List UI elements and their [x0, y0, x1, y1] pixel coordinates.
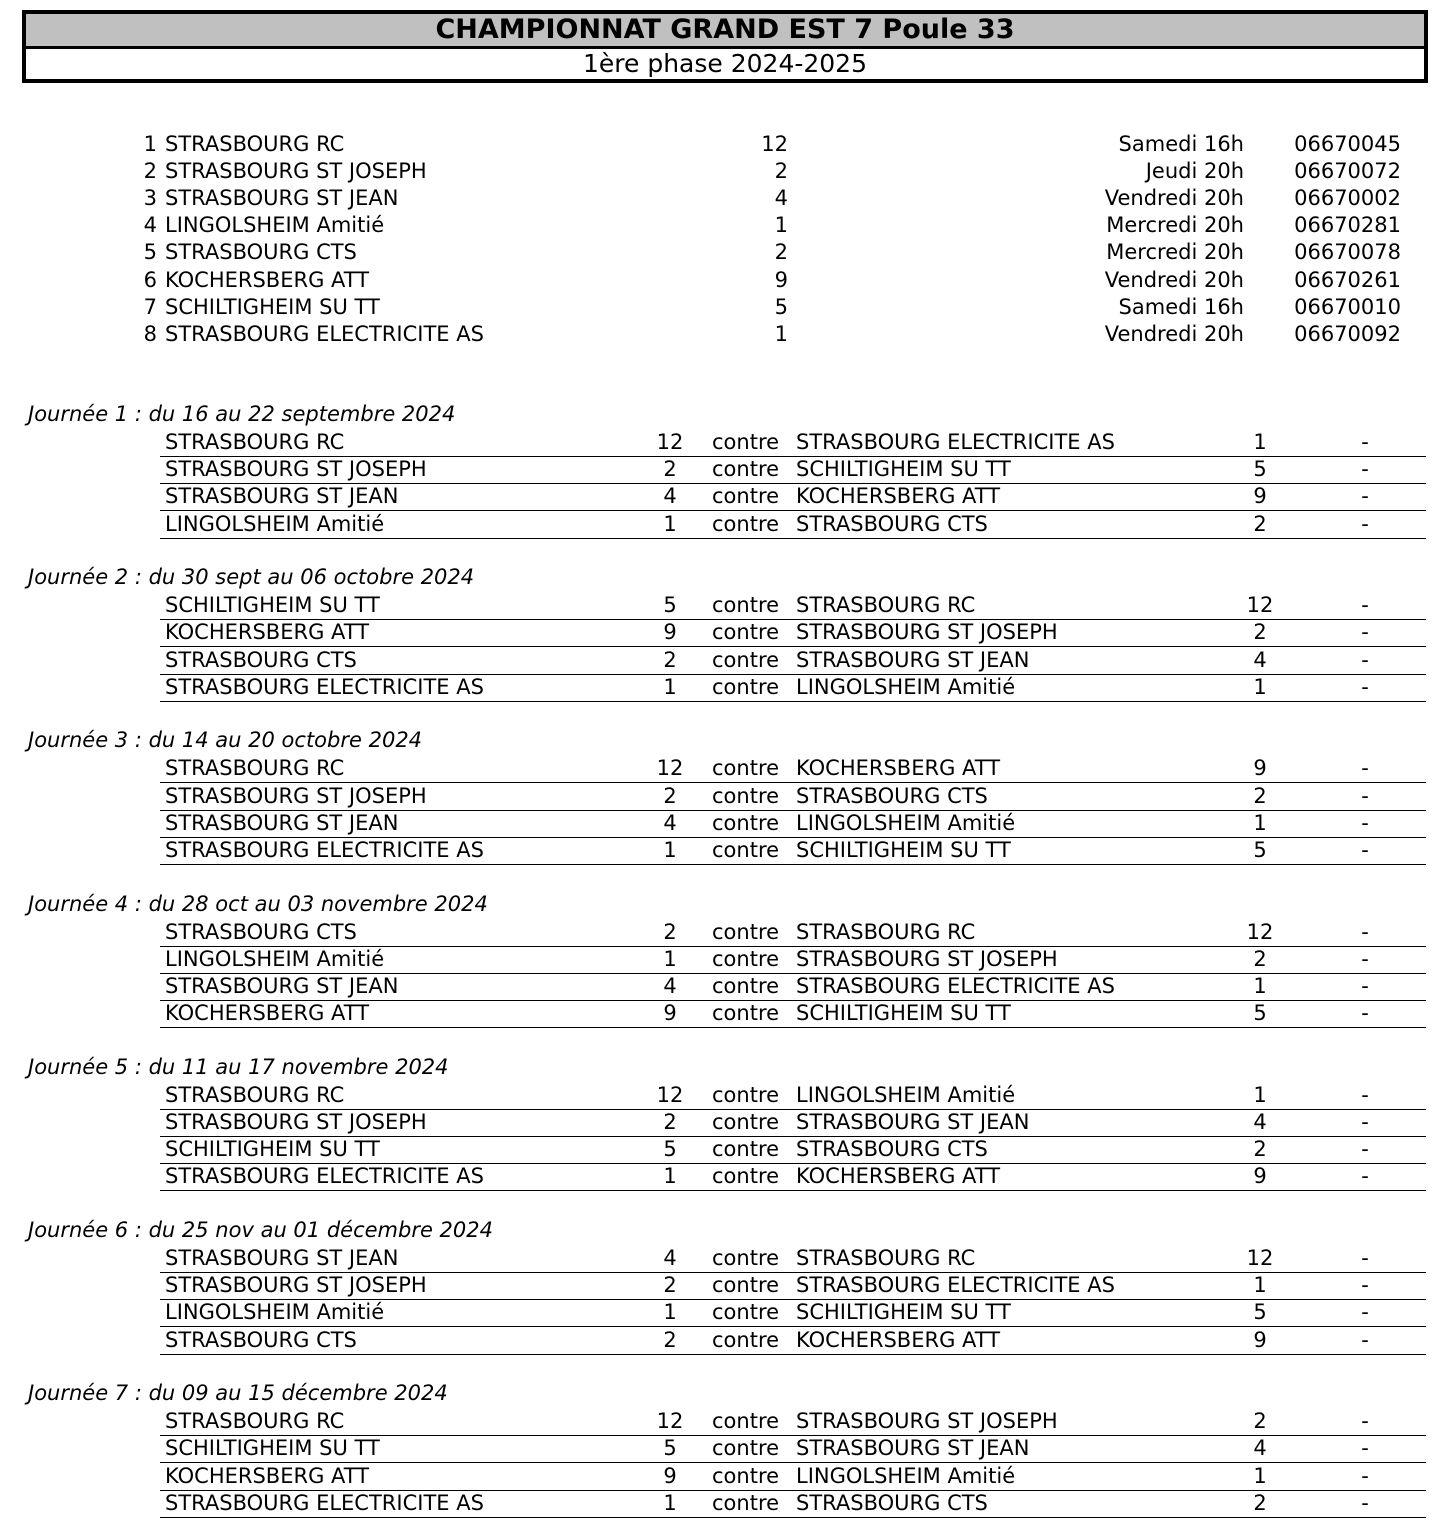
team-number: 7 [143, 294, 157, 319]
away-code: 9 [1253, 1164, 1267, 1189]
home-team: SCHILTIGHEIM SU TT [165, 1137, 380, 1162]
match-result: - [1361, 1463, 1369, 1488]
team-name: SCHILTIGHEIM SU TT [165, 294, 380, 319]
versus-label: contre [712, 974, 780, 998]
match-result: - [1361, 1300, 1369, 1325]
away-team: STRASBOURG RC [796, 919, 976, 944]
team-slot: Jeudi 20h [1145, 159, 1244, 184]
match-result: - [1361, 430, 1369, 454]
home-team: LINGOLSHEIM Amitié [165, 511, 385, 536]
versus-label: contre [712, 1409, 780, 1434]
home-code: 2 [663, 1273, 677, 1298]
team-number: 6 [143, 267, 157, 292]
row-divider [160, 538, 1426, 539]
home-code: 9 [663, 1463, 677, 1488]
home-code: 1 [663, 946, 677, 971]
team-code: 1 [774, 213, 788, 238]
match-result: - [1361, 484, 1369, 509]
team-number: 8 [143, 321, 157, 346]
team-name: STRASBOURG ELECTRICITE AS [165, 321, 484, 346]
match-result: - [1361, 593, 1369, 618]
team-slot: Samedi 16h [1118, 132, 1244, 156]
away-code: 12 [1246, 593, 1274, 618]
away-team: STRASBOURG ELECTRICITE AS [796, 974, 1115, 998]
away-team: STRASBOURG ST JEAN [796, 1436, 1030, 1461]
versus-label: contre [712, 946, 780, 971]
away-code: 2 [1253, 783, 1267, 808]
versus-label: contre [712, 838, 780, 862]
away-team: STRASBOURG CTS [796, 783, 988, 808]
team-code: 9 [774, 267, 788, 292]
away-team: SCHILTIGHEIM SU TT [796, 838, 1011, 862]
match-result: - [1361, 1164, 1369, 1189]
versus-label: contre [712, 511, 780, 536]
away-code: 5 [1253, 838, 1267, 862]
team-id: 06670045 [1294, 132, 1401, 156]
versus-label: contre [712, 1436, 780, 1461]
versus-label: contre [712, 593, 780, 618]
away-team: STRASBOURG ST JOSEPH [796, 946, 1058, 971]
versus-label: contre [712, 1082, 780, 1107]
away-team: KOCHERSBERG ATT [796, 756, 1001, 781]
home-team: STRASBOURG ST JEAN [165, 1246, 399, 1270]
match-result: - [1361, 1327, 1369, 1352]
team-number: 3 [143, 186, 157, 211]
versus-label: contre [712, 756, 780, 781]
home-team: STRASBOURG ST JEAN [165, 810, 399, 835]
away-code: 4 [1253, 1110, 1267, 1134]
home-team: STRASBOURG ELECTRICITE AS [165, 838, 484, 862]
row-divider [160, 864, 1426, 865]
team-name: STRASBOURG CTS [165, 240, 357, 265]
journee-title: Journée 7 : du 09 au 15 décembre 2024 [28, 1381, 448, 1406]
team-number: 2 [143, 159, 157, 184]
away-code: 4 [1253, 1436, 1267, 1461]
journee-title: Journée 6 : du 25 nov au 01 décembre 2024 [28, 1218, 493, 1242]
home-team: STRASBOURG CTS [165, 647, 357, 672]
away-code: 2 [1253, 620, 1267, 645]
team-name: STRASBOURG ST JEAN [165, 186, 399, 211]
home-team: STRASBOURG ST JOSEPH [165, 783, 427, 808]
home-team: STRASBOURG ELECTRICITE AS [165, 674, 484, 699]
away-code: 1 [1253, 1082, 1267, 1107]
home-team: STRASBOURG ST JOSEPH [165, 457, 427, 482]
home-code: 12 [656, 1409, 684, 1434]
versus-label: contre [712, 783, 780, 808]
match-result: - [1361, 756, 1369, 781]
team-slot: Mercredi 20h [1106, 240, 1244, 265]
team-slot: Mercredi 20h [1106, 213, 1244, 238]
match-result: - [1361, 1137, 1369, 1162]
home-team: STRASBOURG CTS [165, 1327, 357, 1352]
home-code: 2 [663, 1110, 677, 1134]
team-code: 2 [774, 240, 788, 265]
journee-title: Journée 2 : du 30 sept au 06 octobre 2024 [28, 565, 475, 590]
away-code: 9 [1253, 484, 1267, 509]
page-subtitle: 1ère phase 2024-2025 [583, 49, 867, 78]
home-team: KOCHERSBERG ATT [165, 1001, 370, 1026]
team-id: 06670078 [1294, 240, 1401, 265]
versus-label: contre [712, 1490, 780, 1515]
home-code: 4 [663, 974, 677, 998]
row-divider [160, 1517, 1426, 1518]
match-result: - [1361, 1273, 1369, 1298]
home-team: SCHILTIGHEIM SU TT [165, 1436, 380, 1461]
team-name: LINGOLSHEIM Amitié [165, 213, 385, 238]
away-team: LINGOLSHEIM Amitié [796, 1082, 1016, 1107]
journee-title: Journée 3 : du 14 au 20 octobre 2024 [28, 728, 423, 753]
versus-label: contre [712, 457, 780, 482]
team-number: 1 [143, 132, 157, 156]
away-team: KOCHERSBERG ATT [796, 484, 1001, 509]
home-code: 5 [663, 1137, 677, 1162]
away-code: 12 [1246, 919, 1274, 944]
home-team: STRASBOURG ELECTRICITE AS [165, 1490, 484, 1515]
away-code: 1 [1253, 974, 1267, 998]
match-result: - [1361, 1001, 1369, 1026]
away-code: 5 [1253, 1300, 1267, 1325]
away-team: SCHILTIGHEIM SU TT [796, 457, 1011, 482]
away-team: KOCHERSBERG ATT [796, 1327, 1001, 1352]
versus-label: contre [712, 1300, 780, 1325]
home-team: STRASBOURG RC [165, 756, 345, 781]
team-id: 06670261 [1294, 267, 1401, 292]
team-slot: Samedi 16h [1118, 294, 1244, 319]
row-divider [160, 1190, 1426, 1191]
match-result: - [1361, 783, 1369, 808]
away-team: STRASBOURG RC [796, 1246, 976, 1270]
versus-label: contre [712, 810, 780, 835]
document-header [22, 10, 1428, 83]
home-code: 2 [663, 457, 677, 482]
home-code: 1 [663, 1164, 677, 1189]
home-team: STRASBOURG ST JEAN [165, 974, 399, 998]
journee-title: Journée 1 : du 16 au 22 septembre 2024 [28, 402, 456, 426]
away-code: 2 [1253, 511, 1267, 536]
team-code: 2 [774, 159, 788, 184]
away-code: 1 [1253, 1463, 1267, 1488]
away-code: 5 [1253, 1001, 1267, 1026]
home-code: 4 [663, 1246, 677, 1270]
row-divider [160, 1027, 1426, 1028]
match-result: - [1361, 457, 1369, 482]
match-result: - [1361, 1110, 1369, 1134]
away-team: STRASBOURG RC [796, 593, 976, 618]
match-result: - [1361, 647, 1369, 672]
team-code: 12 [761, 132, 788, 156]
team-id: 06670281 [1294, 213, 1401, 238]
home-team: STRASBOURG CTS [165, 919, 357, 944]
home-code: 1 [663, 511, 677, 536]
away-team: STRASBOURG ST JOSEPH [796, 620, 1058, 645]
page-title: CHAMPIONNAT GRAND EST 7 Poule 33 [26, 14, 1424, 49]
away-team: SCHILTIGHEIM SU TT [796, 1300, 1011, 1325]
away-team: STRASBOURG ELECTRICITE AS [796, 1273, 1115, 1298]
versus-label: contre [712, 1001, 780, 1026]
versus-label: contre [712, 1246, 780, 1270]
home-code: 5 [663, 1436, 677, 1461]
away-code: 4 [1253, 647, 1267, 672]
row-divider [160, 1354, 1426, 1355]
away-team: SCHILTIGHEIM SU TT [796, 1001, 1011, 1026]
away-team: KOCHERSBERG ATT [796, 1164, 1001, 1189]
away-code: 9 [1253, 756, 1267, 781]
away-team: LINGOLSHEIM Amitié [796, 1463, 1016, 1488]
match-result: - [1361, 1082, 1369, 1107]
home-code: 2 [663, 1327, 677, 1352]
match-result: - [1361, 810, 1369, 835]
journee-title: Journée 4 : du 28 oct au 03 novembre 2024 [28, 891, 488, 916]
home-code: 12 [656, 1082, 684, 1107]
home-code: 2 [663, 919, 677, 944]
away-code: 2 [1253, 946, 1267, 971]
match-result: - [1361, 974, 1369, 998]
team-slot: Vendredi 20h [1104, 321, 1244, 346]
away-code: 1 [1253, 430, 1267, 454]
home-code: 9 [663, 620, 677, 645]
team-id: 06670092 [1294, 321, 1401, 346]
team-code: 1 [774, 321, 788, 346]
versus-label: contre [712, 1273, 780, 1298]
home-team: LINGOLSHEIM Amitié [165, 1300, 385, 1325]
home-code: 12 [656, 756, 684, 781]
match-result: - [1361, 1490, 1369, 1515]
team-name: STRASBOURG RC [165, 132, 345, 156]
home-code: 4 [663, 810, 677, 835]
home-code: 12 [656, 430, 684, 454]
match-result: - [1361, 1246, 1369, 1270]
team-name: STRASBOURG ST JOSEPH [165, 159, 427, 184]
away-team: STRASBOURG ELECTRICITE AS [796, 430, 1115, 454]
versus-label: contre [712, 620, 780, 645]
home-team: LINGOLSHEIM Amitié [165, 946, 385, 971]
away-team: STRASBOURG CTS [796, 1137, 988, 1162]
versus-label: contre [712, 1164, 780, 1189]
away-team: STRASBOURG ST JOSEPH [796, 1409, 1058, 1434]
home-code: 1 [663, 674, 677, 699]
home-team: STRASBOURG ST JEAN [165, 484, 399, 509]
versus-label: contre [712, 647, 780, 672]
versus-label: contre [712, 1327, 780, 1352]
home-code: 9 [663, 1001, 677, 1026]
match-result: - [1361, 674, 1369, 699]
away-code: 2 [1253, 1137, 1267, 1162]
home-code: 1 [663, 1300, 677, 1325]
match-result: - [1361, 1436, 1369, 1461]
versus-label: contre [712, 1463, 780, 1488]
away-team: STRASBOURG ST JEAN [796, 1110, 1030, 1134]
team-number: 5 [143, 240, 157, 265]
match-result: - [1361, 838, 1369, 862]
away-code: 2 [1253, 1490, 1267, 1515]
home-team: STRASBOURG RC [165, 1082, 345, 1107]
match-result: - [1361, 620, 1369, 645]
away-code: 1 [1253, 810, 1267, 835]
team-id: 06670010 [1294, 294, 1401, 319]
team-code: 4 [774, 186, 788, 211]
away-team: STRASBOURG CTS [796, 511, 988, 536]
home-code: 4 [663, 484, 677, 509]
team-id: 06670072 [1294, 159, 1401, 184]
team-id: 06670002 [1294, 186, 1401, 211]
match-result: - [1361, 919, 1369, 944]
versus-label: contre [712, 1110, 780, 1134]
home-code: 2 [663, 647, 677, 672]
home-code: 5 [663, 593, 677, 618]
home-code: 1 [663, 1490, 677, 1515]
versus-label: contre [712, 674, 780, 699]
home-team: KOCHERSBERG ATT [165, 620, 370, 645]
home-code: 1 [663, 838, 677, 862]
home-code: 2 [663, 783, 677, 808]
versus-label: contre [712, 919, 780, 944]
versus-label: contre [712, 430, 780, 454]
match-result: - [1361, 511, 1369, 536]
team-slot: Vendredi 20h [1104, 267, 1244, 292]
home-team: STRASBOURG ST JOSEPH [165, 1110, 427, 1134]
away-code: 1 [1253, 1273, 1267, 1298]
away-team: STRASBOURG CTS [796, 1490, 988, 1515]
team-slot: Vendredi 20h [1104, 186, 1244, 211]
home-team: STRASBOURG ST JOSEPH [165, 1273, 427, 1298]
away-code: 9 [1253, 1327, 1267, 1352]
away-code: 12 [1246, 1246, 1274, 1270]
home-team: KOCHERSBERG ATT [165, 1463, 370, 1488]
away-code: 5 [1253, 457, 1267, 482]
home-team: STRASBOURG RC [165, 430, 345, 454]
away-team: LINGOLSHEIM Amitié [796, 674, 1016, 699]
journee-title: Journée 5 : du 11 au 17 novembre 2024 [28, 1054, 449, 1079]
versus-label: contre [712, 484, 780, 509]
versus-label: contre [712, 1137, 780, 1162]
team-code: 5 [774, 294, 788, 319]
team-name: KOCHERSBERG ATT [165, 267, 370, 292]
team-number: 4 [143, 213, 157, 238]
home-team: STRASBOURG RC [165, 1409, 345, 1434]
away-code: 2 [1253, 1409, 1267, 1434]
row-divider [160, 701, 1426, 702]
match-result: - [1361, 946, 1369, 971]
away-team: LINGOLSHEIM Amitié [796, 810, 1016, 835]
home-team: STRASBOURG ELECTRICITE AS [165, 1164, 484, 1189]
match-result: - [1361, 1409, 1369, 1434]
away-team: STRASBOURG ST JEAN [796, 647, 1030, 672]
home-team: SCHILTIGHEIM SU TT [165, 593, 380, 618]
away-code: 1 [1253, 674, 1267, 699]
